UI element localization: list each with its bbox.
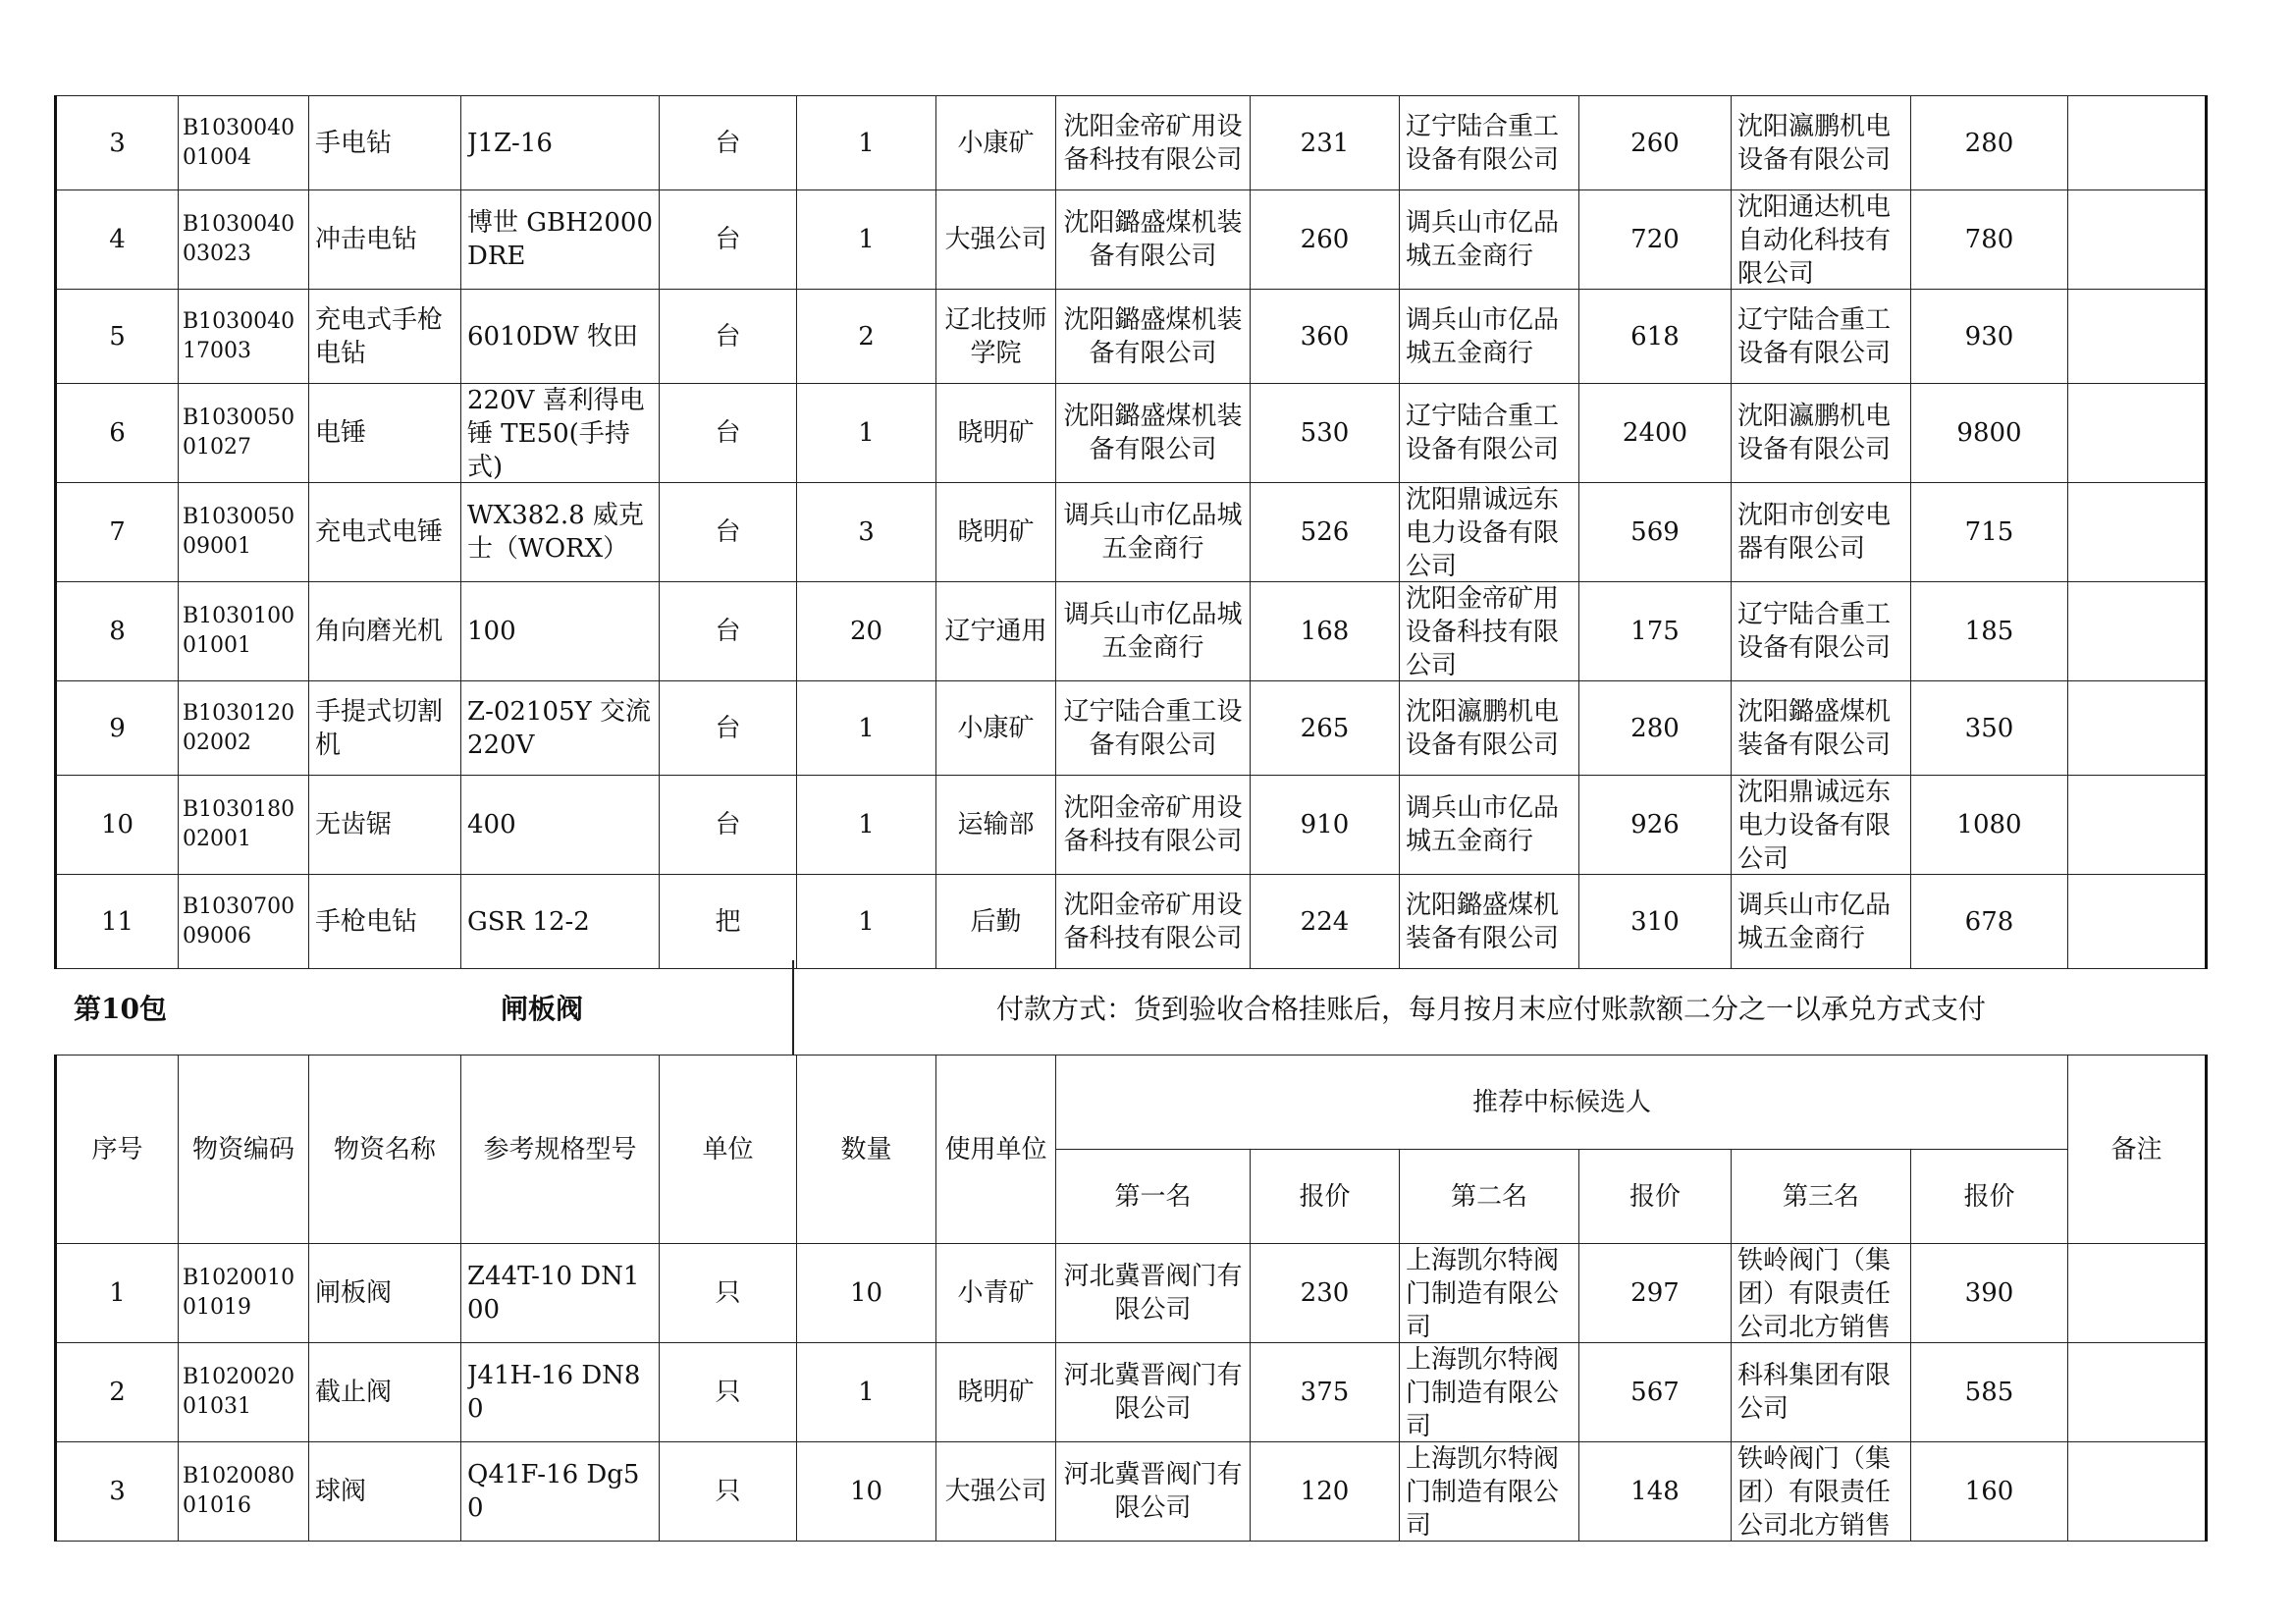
item-spec: Z-02105Y 交流220V	[461, 681, 660, 776]
item-dept: 小青矿	[936, 1244, 1056, 1343]
item-note	[2068, 384, 2207, 483]
item-name: 球阀	[309, 1442, 461, 1542]
first-candidate: 河北冀晋阀门有限公司	[1056, 1244, 1251, 1343]
item-unit: 台	[660, 776, 797, 875]
item-qty: 1	[797, 384, 936, 483]
item-unit: 只	[660, 1442, 797, 1542]
table-row	[56, 1244, 2207, 1343]
first-candidate: 沈阳金帝矿用设备科技有限公司	[1056, 875, 1251, 969]
item-dept: 大强公司	[936, 1442, 1056, 1542]
item-no: 6	[56, 384, 179, 483]
first-price: 224	[1251, 875, 1400, 969]
third-price: 390	[1911, 1244, 2068, 1343]
first-price: 530	[1251, 384, 1400, 483]
item-spec: 220V 喜利得电锤 TE50(手持式)	[461, 384, 660, 483]
second-price: 567	[1579, 1343, 1732, 1442]
item-note	[2068, 483, 2207, 582]
header-divider	[792, 960, 794, 1055]
header-no: 序号	[56, 1056, 179, 1244]
table-row	[56, 582, 2207, 681]
table-row	[56, 776, 2207, 875]
second-candidate: 上海凯尔特阀门制造有限公司	[1400, 1244, 1579, 1343]
second-candidate: 沈阳瀛鹏机电设备有限公司	[1400, 681, 1579, 776]
first-candidate: 沈阳金帝矿用设备科技有限公司	[1056, 776, 1251, 875]
second-price: 2400	[1579, 384, 1732, 483]
second-price: 310	[1579, 875, 1732, 969]
item-name: 手电钻	[309, 96, 461, 190]
item-dept: 大强公司	[936, 190, 1056, 290]
item-note	[2068, 96, 2207, 190]
item-code: B103005001027	[179, 384, 309, 483]
header-second: 第二名	[1400, 1150, 1579, 1244]
first-price: 230	[1251, 1244, 1400, 1343]
header-candidates: 推荐中标候选人	[1056, 1056, 2068, 1150]
third-price: 9800	[1911, 384, 2068, 483]
item-unit: 台	[660, 483, 797, 582]
first-candidate: 河北冀晋阀门有限公司	[1056, 1343, 1251, 1442]
second-price: 720	[1579, 190, 1732, 290]
item-qty: 1	[797, 776, 936, 875]
second-price: 280	[1579, 681, 1732, 776]
item-unit: 台	[660, 290, 797, 384]
third-candidate: 沈阳通达机电自动化科技有限公司	[1732, 190, 1911, 290]
item-dept: 辽宁通用	[936, 582, 1056, 681]
table-row	[56, 190, 2207, 290]
header-code: 物资编码	[179, 1056, 309, 1244]
item-spec: J1Z-16	[461, 96, 660, 190]
header-price-2: 报价	[1579, 1150, 1732, 1244]
item-name: 冲击电钻	[309, 190, 461, 290]
item-dept: 晓明矿	[936, 483, 1056, 582]
header-row-1	[56, 1056, 2207, 1150]
second-candidate: 上海凯尔特阀门制造有限公司	[1400, 1343, 1579, 1442]
item-code: B103005009001	[179, 483, 309, 582]
package-name: 闸板阀	[501, 993, 584, 1025]
item-no: 11	[56, 875, 179, 969]
third-candidate: 沈阳鏴盛煤机装备有限公司	[1732, 681, 1911, 776]
package-10-table	[54, 1055, 2208, 1542]
header-price-3: 报价	[1911, 1150, 2068, 1244]
item-qty: 1	[797, 190, 936, 290]
third-price: 160	[1911, 1442, 2068, 1542]
third-price: 1080	[1911, 776, 2068, 875]
second-candidate: 辽宁陆合重工设备有限公司	[1400, 384, 1579, 483]
item-no: 8	[56, 582, 179, 681]
first-candidate: 调兵山市亿品城五金商行	[1056, 582, 1251, 681]
third-price: 280	[1911, 96, 2068, 190]
item-code: B103004003023	[179, 190, 309, 290]
first-candidate: 河北冀晋阀门有限公司	[1056, 1442, 1251, 1542]
first-price: 265	[1251, 681, 1400, 776]
item-unit: 把	[660, 875, 797, 969]
third-candidate: 铁岭阀门（集团）有限责任公司北方销售	[1732, 1244, 1911, 1343]
second-candidate: 调兵山市亿品城五金商行	[1400, 290, 1579, 384]
item-spec: Q41F-16 Dg50	[461, 1442, 660, 1542]
item-dept: 辽北技师学院	[936, 290, 1056, 384]
item-note	[2068, 681, 2207, 776]
third-candidate: 沈阳市创安电器有限公司	[1732, 483, 1911, 582]
item-spec: WX382.8 威克士（WORX）	[461, 483, 660, 582]
item-code: B102001001019	[179, 1244, 309, 1343]
package-number: 第10包	[74, 993, 167, 1025]
item-qty: 1	[797, 681, 936, 776]
second-price: 148	[1579, 1442, 1732, 1542]
third-price: 185	[1911, 582, 2068, 681]
first-price: 910	[1251, 776, 1400, 875]
item-name: 电锤	[309, 384, 461, 483]
header-dept: 使用单位	[936, 1056, 1056, 1244]
first-candidate: 调兵山市亿品城五金商行	[1056, 483, 1251, 582]
header-price-1: 报价	[1251, 1150, 1400, 1244]
third-candidate: 沈阳瀛鹏机电设备有限公司	[1732, 384, 1911, 483]
table-row	[56, 96, 2207, 190]
item-unit: 只	[660, 1244, 797, 1343]
item-no: 1	[56, 1244, 179, 1343]
item-name: 手提式切割机	[309, 681, 461, 776]
item-note	[2068, 290, 2207, 384]
item-spec: GSR 12-2	[461, 875, 660, 969]
item-note	[2068, 190, 2207, 290]
item-no: 7	[56, 483, 179, 582]
item-code: B102002001031	[179, 1343, 309, 1442]
package-header	[54, 960, 2205, 1055]
first-price: 360	[1251, 290, 1400, 384]
item-no: 3	[56, 1442, 179, 1542]
item-no: 5	[56, 290, 179, 384]
item-note	[2068, 1244, 2207, 1343]
first-price: 375	[1251, 1343, 1400, 1442]
item-code: B103012002002	[179, 681, 309, 776]
item-dept: 小康矿	[936, 681, 1056, 776]
item-dept: 小康矿	[936, 96, 1056, 190]
item-name: 角向磨光机	[309, 582, 461, 681]
header-note: 备注	[2068, 1056, 2207, 1244]
third-price: 715	[1911, 483, 2068, 582]
payment-terms: 付款方式：货到验收合格挂账后，每月按月末应付账款额二分之一以承兑方式支付	[996, 993, 1987, 1025]
header-first: 第一名	[1056, 1150, 1251, 1244]
item-code: B103010001001	[179, 582, 309, 681]
item-note	[2068, 776, 2207, 875]
first-price: 260	[1251, 190, 1400, 290]
second-price: 260	[1579, 96, 1732, 190]
first-candidate: 辽宁陆合重工设备有限公司	[1056, 681, 1251, 776]
item-name: 充电式电锤	[309, 483, 461, 582]
item-note	[2068, 875, 2207, 969]
item-spec: 400	[461, 776, 660, 875]
item-qty: 10	[797, 1244, 936, 1343]
header-name: 物资名称	[309, 1056, 461, 1244]
item-qty: 10	[797, 1442, 936, 1542]
item-no: 3	[56, 96, 179, 190]
table-row	[56, 681, 2207, 776]
table-row	[56, 875, 2207, 969]
second-price: 926	[1579, 776, 1732, 875]
third-candidate: 铁岭阀门（集团）有限责任公司北方销售	[1732, 1442, 1911, 1542]
item-spec: J41H-16 DN80	[461, 1343, 660, 1442]
item-code: B102008001016	[179, 1442, 309, 1542]
table-row	[56, 384, 2207, 483]
item-name: 截止阀	[309, 1343, 461, 1442]
second-candidate: 调兵山市亿品城五金商行	[1400, 190, 1579, 290]
item-spec: 6010DW 牧田	[461, 290, 660, 384]
item-code: B103070009006	[179, 875, 309, 969]
second-price: 569	[1579, 483, 1732, 582]
item-dept: 晓明矿	[936, 1343, 1056, 1442]
third-candidate: 辽宁陆合重工设备有限公司	[1732, 290, 1911, 384]
item-name: 无齿锯	[309, 776, 461, 875]
item-qty: 3	[797, 483, 936, 582]
item-no: 10	[56, 776, 179, 875]
first-candidate: 沈阳鏴盛煤机装备有限公司	[1056, 290, 1251, 384]
item-spec: Z44T-10 DN100	[461, 1244, 660, 1343]
item-code: B103018002001	[179, 776, 309, 875]
item-note	[2068, 582, 2207, 681]
header-third: 第三名	[1732, 1150, 1911, 1244]
third-candidate: 调兵山市亿品城五金商行	[1732, 875, 1911, 969]
item-name: 手枪电钻	[309, 875, 461, 969]
third-candidate: 沈阳鼎诚远东电力设备有限公司	[1732, 776, 1911, 875]
item-dept: 晓明矿	[936, 384, 1056, 483]
third-candidate: 辽宁陆合重工设备有限公司	[1732, 582, 1911, 681]
item-no: 2	[56, 1343, 179, 1442]
item-dept: 运输部	[936, 776, 1056, 875]
item-spec: 100	[461, 582, 660, 681]
first-price: 526	[1251, 483, 1400, 582]
item-unit: 台	[660, 190, 797, 290]
item-qty: 1	[797, 1343, 936, 1442]
table-row	[56, 1343, 2207, 1442]
item-code: B103004017003	[179, 290, 309, 384]
item-unit: 只	[660, 1343, 797, 1442]
first-candidate: 沈阳鏴盛煤机装备有限公司	[1056, 190, 1251, 290]
second-candidate: 沈阳金帝矿用设备科技有限公司	[1400, 582, 1579, 681]
third-price: 585	[1911, 1343, 2068, 1442]
third-candidate: 沈阳瀛鹏机电设备有限公司	[1732, 96, 1911, 190]
header-spec: 参考规格型号	[461, 1056, 660, 1244]
item-unit: 台	[660, 582, 797, 681]
item-unit: 台	[660, 96, 797, 190]
table-row	[56, 290, 2207, 384]
second-candidate: 调兵山市亿品城五金商行	[1400, 776, 1579, 875]
third-candidate: 科科集团有限公司	[1732, 1343, 1911, 1442]
item-dept: 后勤	[936, 875, 1056, 969]
first-candidate: 沈阳金帝矿用设备科技有限公司	[1056, 96, 1251, 190]
item-note	[2068, 1442, 2207, 1542]
item-qty: 20	[797, 582, 936, 681]
table-row	[56, 1442, 2207, 1542]
item-name: 充电式手枪电钻	[309, 290, 461, 384]
item-qty: 2	[797, 290, 936, 384]
header-qty: 数量	[797, 1056, 936, 1244]
item-no: 9	[56, 681, 179, 776]
third-price: 678	[1911, 875, 2068, 969]
item-unit: 台	[660, 384, 797, 483]
first-candidate: 沈阳鏴盛煤机装备有限公司	[1056, 384, 1251, 483]
header-unit: 单位	[660, 1056, 797, 1244]
first-price: 120	[1251, 1442, 1400, 1542]
top-price-table	[54, 95, 2208, 969]
second-candidate: 辽宁陆合重工设备有限公司	[1400, 96, 1579, 190]
first-price: 231	[1251, 96, 1400, 190]
item-note	[2068, 1343, 2207, 1442]
item-qty: 1	[797, 96, 936, 190]
third-price: 780	[1911, 190, 2068, 290]
item-qty: 1	[797, 875, 936, 969]
second-price: 175	[1579, 582, 1732, 681]
second-candidate: 上海凯尔特阀门制造有限公司	[1400, 1442, 1579, 1542]
second-price: 297	[1579, 1244, 1732, 1343]
third-price: 930	[1911, 290, 2068, 384]
item-no: 4	[56, 190, 179, 290]
second-price: 618	[1579, 290, 1732, 384]
third-price: 350	[1911, 681, 2068, 776]
item-code: B103004001004	[179, 96, 309, 190]
item-spec: 博世 GBH2000DRE	[461, 190, 660, 290]
table-row	[56, 483, 2207, 582]
second-candidate: 沈阳鼎诚远东电力设备有限公司	[1400, 483, 1579, 582]
item-name: 闸板阀	[309, 1244, 461, 1343]
first-price: 168	[1251, 582, 1400, 681]
item-unit: 台	[660, 681, 797, 776]
second-candidate: 沈阳鏴盛煤机装备有限公司	[1400, 875, 1579, 969]
